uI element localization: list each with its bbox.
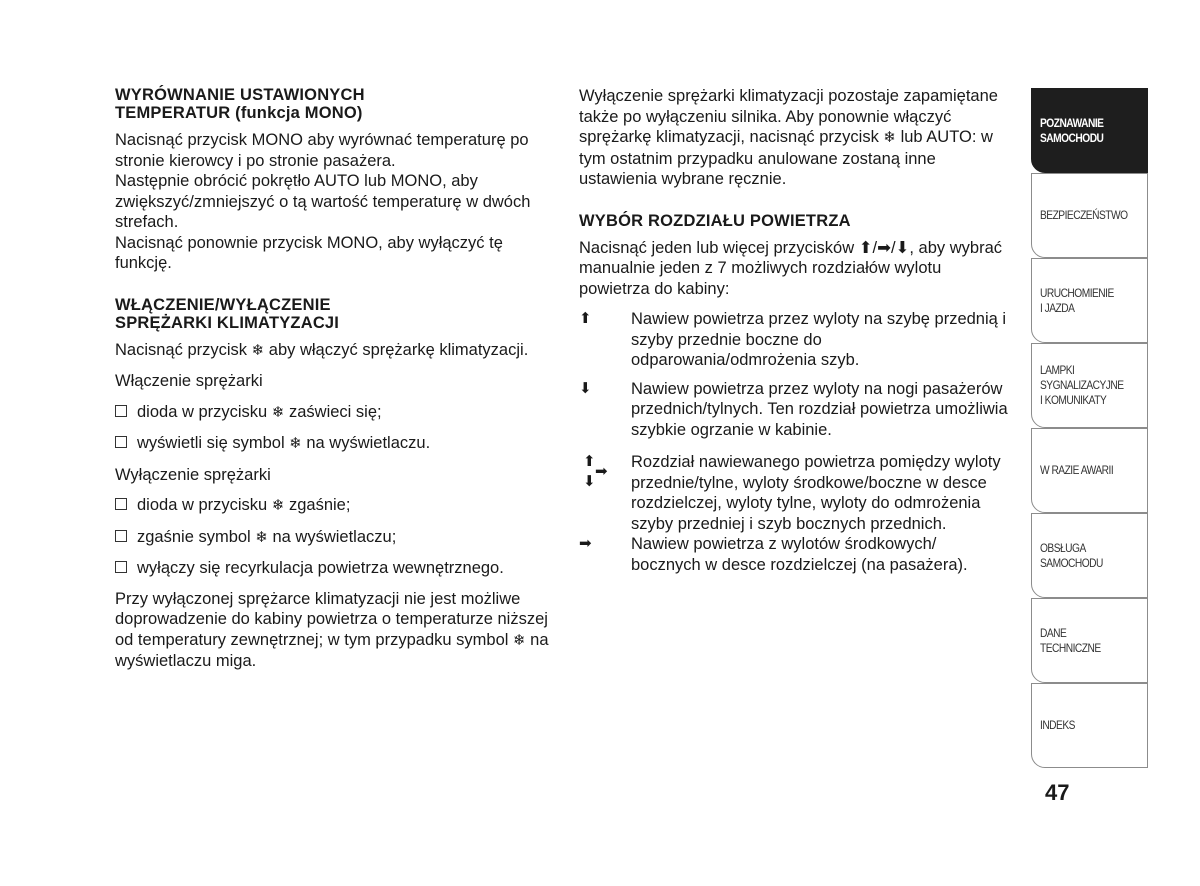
- tab-indeks[interactable]: INDEKS: [1031, 683, 1148, 768]
- list-item: ⬆ Nawiew powietrza przez wyloty na szybę przednią i szyby przednie boczne do odparowania/odmrożenia szyb.: [579, 310, 1007, 369]
- list-item: dioda w przycisku ❄ zaświeci się;: [115, 402, 555, 424]
- list-item: dioda w przycisku ❄ zgaśnie;: [115, 495, 555, 517]
- checkbox-bullet-icon: [115, 436, 127, 448]
- tab-dane-techniczne[interactable]: DANE TECHNICZNE: [1031, 598, 1148, 683]
- list-item: wyświetli się symbol ❄ na wyświetlaczu.: [115, 433, 555, 455]
- left-column: [115, 86, 555, 682]
- list-item: ⬇ Nawiew powietrza przez wyloty na nogi pasażerów przednich/tylnych. Ten rozdział powietrza umożliwia szybkie ogrzanie w kabinie.: [579, 379, 1008, 439]
- snowflake-icon: ❄: [271, 497, 285, 514]
- snowflake-icon: ❄: [271, 403, 285, 421]
- heading-compressor: WŁĄCZENIE/WYŁĄCZENIE SPRĘŻARKI KLIMATYZACJI: [115, 295, 340, 332]
- list-item: zgaśnie symbol ❄ na wyświetlaczu;: [115, 527, 555, 549]
- arrow-up-icon: ⬆: [579, 310, 592, 327]
- arrow-up-icon: ⬆: [583, 453, 596, 470]
- heading-air-distribution: WYBÓR ROZDZIAŁU POWIETRZA: [579, 211, 851, 230]
- heading-mono: WYRÓWNANIE USTAWIONYCH TEMPERATUR (funkcja MONO): [115, 86, 365, 122]
- arrow-down-icon: ⬇: [895, 238, 910, 257]
- list-item: wyłączy się recyrkulacja powietrza wewnętrznego.: [115, 558, 555, 579]
- tab-lampki-sygnalizacyjne[interactable]: LAMPKI SYGNALIZACYJNE I KOMUNIKATY: [1031, 343, 1148, 428]
- checkbox-bullet-icon: [115, 498, 127, 510]
- snowflake-icon: ❄: [513, 631, 526, 649]
- tab-bezpieczenstwo[interactable]: BEZPIECZEŃSTWO: [1031, 173, 1148, 258]
- snowflake-icon: ❄: [883, 129, 896, 146]
- checkbox-bullet-icon: [115, 405, 127, 417]
- arrow-down-icon: ⬇: [583, 473, 596, 490]
- tab-uruchomienie-i-jazda[interactable]: URUCHOMIENIE I JAZDA: [1031, 258, 1148, 343]
- right-column: [579, 86, 1009, 575]
- arrow-right-icon: ➡: [877, 238, 891, 257]
- snowflake-icon: ❄: [255, 528, 268, 546]
- paragraph: Nacisnąć jeden lub więcej przycisków ⬆/➡/⬇, aby wybrać manualnie jeden z 7 możliwych rozdziałów wylotu powietrza do kabiny:: [579, 238, 1002, 298]
- snowflake-icon: ❄: [251, 341, 265, 359]
- chapter-tabs: [1031, 88, 1148, 768]
- snowflake-icon: ❄: [289, 435, 302, 452]
- paragraph: Przy wyłączonej sprężarce klimatyzacji nie jest możliwe doprowadzenie do kabiny powietrza o temperaturze niższej od temperatury zewnętrznej; w tym przypadku symbol ❄ na wyświetlaczu miga.: [115, 589, 549, 670]
- paragraph: Nacisnąć ponownie przycisk MONO, aby wyłączyć tę funkcję.: [115, 233, 503, 272]
- paragraph: Nacisnąć przycisk ❄ aby włączyć sprężarkę klimatyzacji.: [115, 340, 529, 359]
- paragraph: Nacisnąć przycisk MONO aby wyrównać temperaturę po stronie kierowcy i po stronie pasażera.: [115, 131, 529, 170]
- checkbox-bullet-icon: [115, 561, 127, 573]
- list-item: ➡ Nawiew powietrza z wylotów środkowych/ bocznych w desce rozdzielczej (na pasażera).: [579, 535, 968, 574]
- page-number: 47: [1045, 780, 1070, 805]
- list-item: ⬆ ➡ ⬇ Rozdział nawiewanego powietrza pomiędzy wyloty przednie/tylne, wyloty środkowe/boczne w desce rozdzielczej, wyloty tylne, wyloty do odmrożenia szyby przedniej i szyb bocznych przednich.: [579, 452, 1009, 534]
- checkbox-bullet-icon: [115, 530, 127, 542]
- paragraph: Włączenie sprężarki: [115, 372, 263, 390]
- arrow-up-icon: ⬆: [858, 238, 873, 257]
- arrow-down-icon: ⬇: [579, 379, 592, 397]
- arrow-right-icon: ➡: [595, 463, 608, 480]
- paragraph: Wyłączenie sprężarki klimatyzacji pozostaje zapamiętane także po wyłączeniu silnika. Aby ponownie włączyć sprężarkę klimatyzacji, nacisnąć przycisk ❄ lub AUTO: w tym ostatnim przypadku anulowane zostaną inne ustawienia wybrane ręcznie.: [579, 87, 998, 188]
- tab-poznawanie-samochodu[interactable]: POZNAWANIE SAMOCHODU: [1031, 88, 1148, 173]
- paragraph: Wyłączenie sprężarki: [115, 465, 271, 484]
- paragraph: Następnie obrócić pokrętło AUTO lub MONO, aby zwiększyć/zmniejszyć o tą wartość temperaturę w dwóch strefach.: [115, 172, 531, 231]
- multi-direction-icon: [579, 452, 631, 494]
- arrow-right-icon: ➡: [579, 535, 592, 552]
- tab-w-razie-awarii[interactable]: W RAZIE AWARII: [1031, 428, 1148, 513]
- tab-obsluga-samochodu[interactable]: OBSŁUGA SAMOCHODU: [1031, 513, 1148, 598]
